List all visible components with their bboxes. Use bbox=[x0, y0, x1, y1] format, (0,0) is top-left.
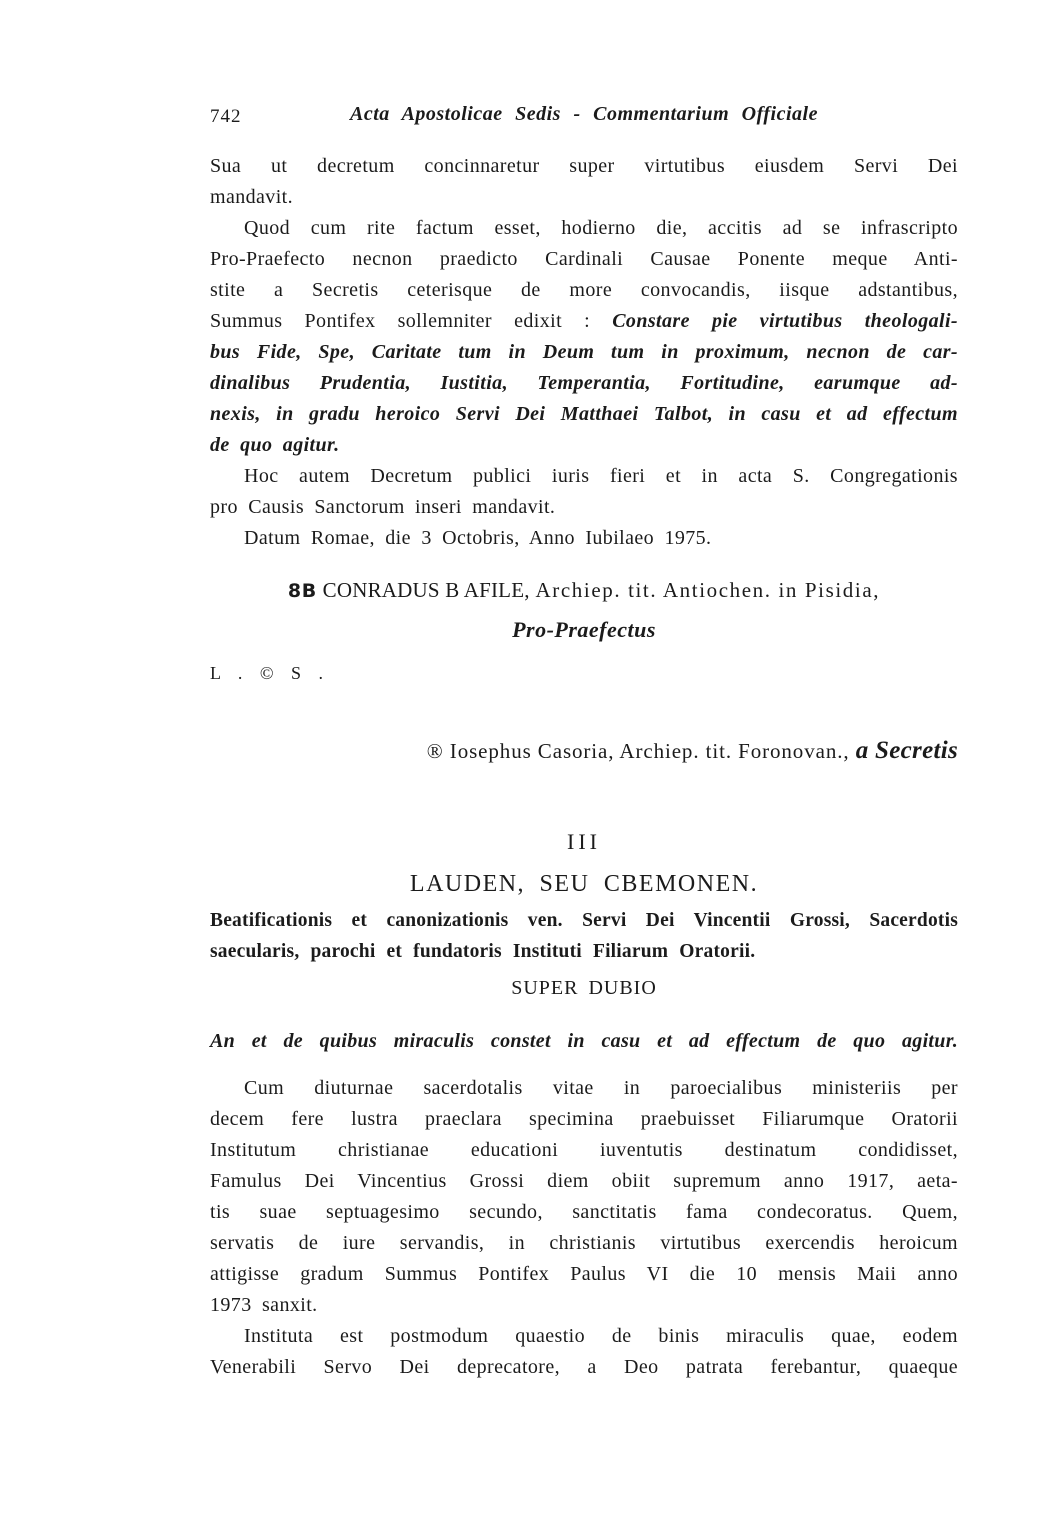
text-span: Institutum christianae educationi iuventutis destinatum condidisset, bbox=[210, 1139, 958, 1161]
text-line bbox=[210, 1135, 958, 1166]
text-line bbox=[210, 1290, 958, 1321]
text-line bbox=[210, 1228, 958, 1259]
signature-line bbox=[210, 575, 958, 607]
text-line bbox=[210, 905, 958, 936]
text-span: 1973 sanxit. bbox=[210, 1294, 318, 1316]
text-block bbox=[210, 151, 958, 1383]
text-span: Famulus Dei Vincentius Grossi diem obiit supremum anno 1917, aeta- bbox=[210, 1170, 958, 1192]
section-title: LAUDEN, SEU CBEMONEN. bbox=[409, 871, 759, 897]
dubium-statement: An et de quibus miraculis constet in casu et ad effectum de quo agitur. bbox=[210, 1030, 958, 1052]
text-line bbox=[210, 1104, 958, 1135]
signer-role: Pro-Praefectus bbox=[512, 617, 656, 642]
text-span: Datum Romae, die 3 Octobris, Anno Iubilaeo 1975. bbox=[244, 527, 712, 549]
paragraph-publication-order bbox=[210, 461, 958, 523]
text-span: servatis de iure servandis, in christianis virtutibus exercendis heroicum bbox=[210, 1232, 958, 1254]
text-line bbox=[210, 213, 958, 244]
secretary-line bbox=[210, 735, 958, 767]
running-header bbox=[210, 103, 958, 131]
section-number: III bbox=[567, 829, 601, 854]
text-line bbox=[210, 151, 958, 182]
paragraph-dateline bbox=[210, 523, 958, 554]
text-span: decem fere lustra praeclara specimina praebuisset Filiarumque Oratorii bbox=[210, 1108, 958, 1130]
text-span: Summus Pontifex sollemniter edixit : bbox=[210, 310, 613, 332]
header-title: Acta Apostolicae Sedis - Commentarium Officiale bbox=[350, 103, 818, 125]
text-line bbox=[210, 461, 958, 492]
secretary-role: a Secretis bbox=[855, 737, 958, 764]
text-line bbox=[210, 430, 958, 461]
text-line bbox=[210, 1073, 958, 1104]
text-span: pro Causis Sanctorum inseri mandavit. bbox=[210, 496, 556, 518]
text-span: tis suae septuagesimo secundo, sanctitatis fama condecoratus. Quem, bbox=[210, 1201, 958, 1223]
text-span: Cum diuturnae sacerdotalis vitae in paroecialibus ministeriis per bbox=[244, 1077, 958, 1099]
text-span: bus Fide, Spe, Caritate tum in Deum tum in proximum, necnon de car- bbox=[210, 341, 958, 363]
text-line bbox=[210, 1352, 958, 1383]
text-span: dinalibus Prudentia, Iustitia, Temperantia, Fortitudine, earumque ad- bbox=[210, 372, 958, 394]
text-span: Quod cum rite factum esset, hodierno die, accitis ad se infrascripto bbox=[244, 217, 958, 239]
text-line bbox=[210, 399, 958, 430]
text-line bbox=[210, 1166, 958, 1197]
text-span: Constare pie virtutibus theologali- bbox=[612, 310, 958, 332]
text-span: de quo agitur. bbox=[210, 434, 340, 456]
text-span: Hoc autem Decretum publici iuris fieri et in acta S. Congregationis bbox=[244, 465, 958, 487]
paragraph-biography bbox=[210, 1073, 958, 1321]
text-line bbox=[210, 1197, 958, 1228]
text-span: Venerabili Servo Dei deprecatore, a Deo patrata ferebantur, quaeque bbox=[210, 1356, 958, 1378]
paragraph-decree-pronouncement bbox=[210, 213, 958, 461]
super-dubio-heading: SUPER DUBIO bbox=[511, 977, 657, 999]
text-line bbox=[210, 368, 958, 399]
text-span: nexis, in gradu heroico Servi Dei Matthaei Talbot, in casu et ad effectum bbox=[210, 403, 958, 425]
text-span: saecularis, parochi et fundatoris Instituti Filiarum Oratorii. bbox=[210, 941, 756, 962]
text-line bbox=[210, 337, 958, 368]
signer-name: CONRADUS B AFILE, bbox=[322, 578, 530, 602]
text-line bbox=[210, 492, 958, 523]
signer-title: Archiep. tit. Antiochen. in Pisidia, bbox=[535, 578, 881, 602]
text-line bbox=[210, 1259, 958, 1290]
text-line bbox=[210, 244, 958, 275]
text-span: stite a Secretis ceterisque de more convocandis, iisque adstantibus, bbox=[210, 279, 958, 301]
text-line bbox=[210, 275, 958, 306]
text-span: mandavit. bbox=[210, 186, 294, 208]
text-span: Sua ut decretum concinnaretur super virtutibus eiusdem Servi Dei bbox=[210, 155, 958, 177]
text-span: Beatificationis et canonizationis ven. Servi Dei Vincentii Grossi, Sacerdotis bbox=[210, 910, 958, 931]
seal-mark: L . © S . bbox=[210, 663, 326, 683]
text-span: attigisse gradum Summus Pontifex Paulus VI die 10 mensis Maii anno bbox=[210, 1263, 958, 1285]
paragraph-miracles-inquiry bbox=[210, 1321, 958, 1383]
text-line bbox=[210, 306, 958, 337]
cross-mark: 8B bbox=[287, 580, 317, 602]
cause-subject bbox=[210, 905, 958, 967]
page-number: 742 bbox=[210, 106, 242, 127]
text-line bbox=[210, 936, 958, 967]
text-span: Pro-Praefecto necnon praedicto Cardinali Causae Ponente meque Anti- bbox=[210, 248, 958, 270]
text-line bbox=[210, 523, 958, 554]
text-line bbox=[210, 182, 958, 213]
text-span: Instituta est postmodum quaestio de binis miraculis quae, eodem bbox=[244, 1325, 958, 1347]
text-line bbox=[210, 1321, 958, 1352]
secretary-name: ® Iosephus Casoria, Archiep. tit. Foronovan., bbox=[426, 739, 850, 763]
section-body bbox=[210, 1073, 958, 1383]
paragraph-continuation bbox=[210, 151, 958, 213]
